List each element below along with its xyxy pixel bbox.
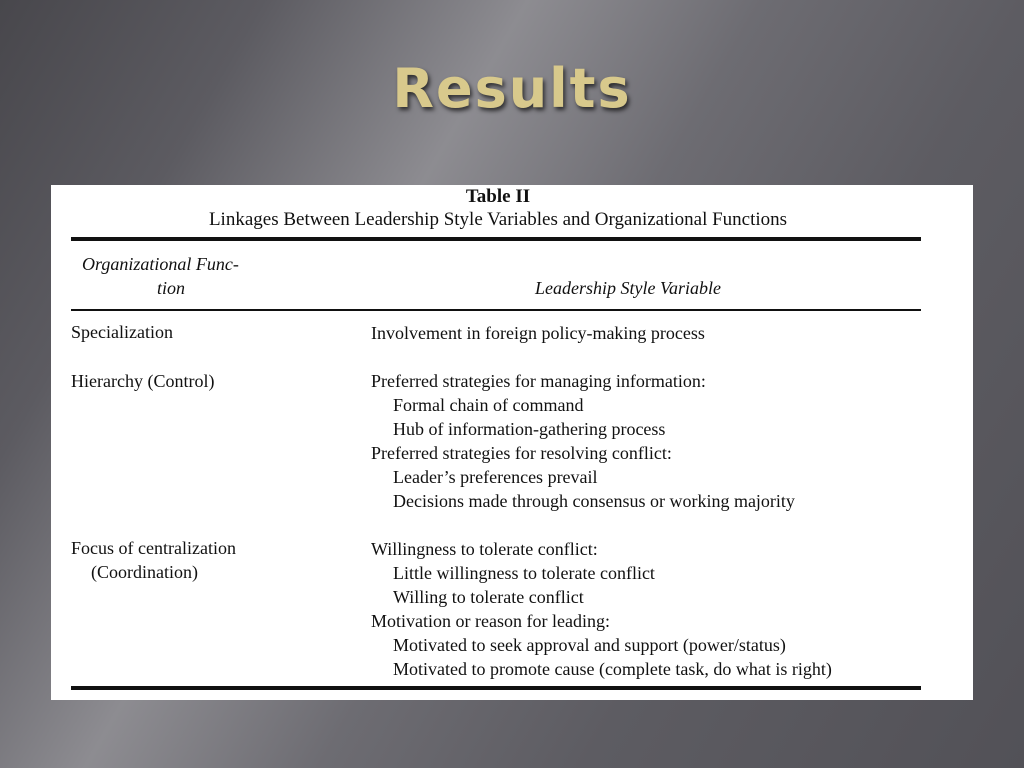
header-function-line2: tion	[157, 278, 186, 298]
row-hierarchy-variable: Leader’s preferences prevail	[393, 467, 598, 487]
row-centralization-function: (Coordination)	[91, 562, 198, 582]
row-hierarchy-function: Hierarchy (Control)	[71, 371, 215, 391]
row-centralization-variable: Willing to tolerate conflict	[393, 587, 584, 607]
table-figure	[51, 185, 973, 700]
row-centralization-variable: Little willingness to tolerate conflict	[393, 563, 655, 583]
top-rule	[71, 237, 921, 241]
row-specialization-variable: Involvement in foreign policy-making process	[371, 323, 705, 343]
table-number: Table II	[465, 186, 531, 207]
row-centralization-variable: Motivated to promote cause (complete task, do what is right)	[393, 659, 832, 679]
bottom-rule	[71, 686, 921, 690]
header-function-line1: Organizational Func-	[82, 254, 239, 274]
row-centralization-variable: Willingness to tolerate conflict:	[371, 539, 598, 559]
row-hierarchy-variable: Decisions made through consensus or working majority	[393, 491, 795, 511]
row-centralization-variable: Motivated to seek approval and support (power/status)	[393, 635, 786, 655]
row-hierarchy-variable: Formal chain of command	[393, 395, 584, 415]
row-hierarchy-variable: Preferred strategies for managing information:	[371, 371, 706, 391]
row-specialization-function: Specialization	[71, 322, 173, 342]
row-centralization-function: Focus of centralization	[71, 538, 236, 558]
slide-title: Results	[392, 57, 632, 120]
table-caption: Linkages Between Leadership Style Variables and Organizational Functions	[208, 209, 788, 230]
row-hierarchy-variable: Hub of information-gathering process	[393, 419, 666, 439]
row-hierarchy-variable: Preferred strategies for resolving conflict:	[371, 443, 672, 463]
row-centralization-variable: Motivation or reason for leading:	[371, 611, 610, 631]
header-variable: Leadership Style Variable	[535, 278, 721, 298]
header-rule	[71, 309, 921, 311]
